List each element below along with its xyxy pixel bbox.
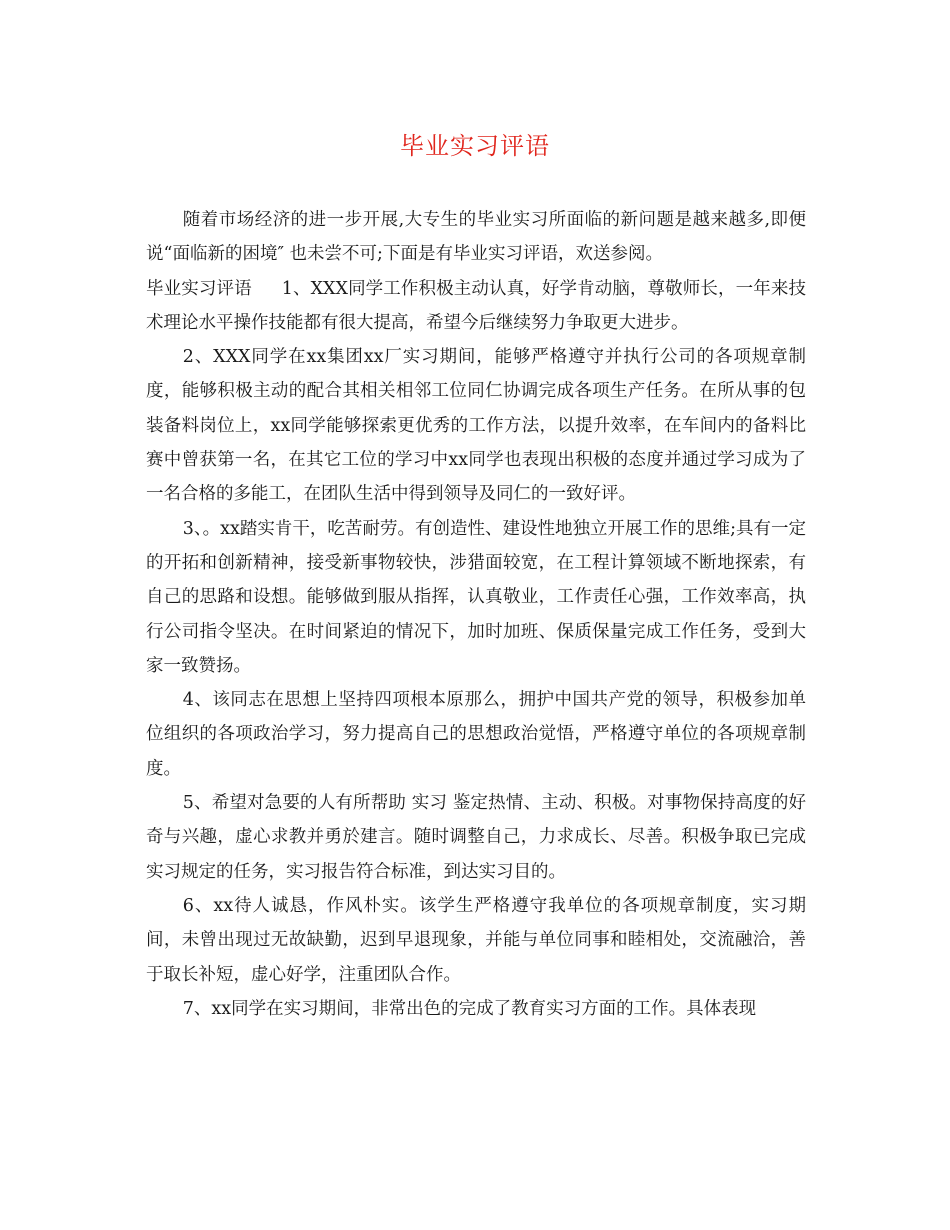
paragraph-2: 2、XXX同学在xx集团xx厂实习期间，能够严格遵守并执行公司的各项规章制度，能够积极主动的配合其相关相邻工位同仁协调完成各项生产任务。在所从事的包装备料岗位上，xx同学能够探索更优秀的工作方法，以提升效率，在车间内的备料比赛中曾获第一名，在其它工位的学习中xx同学也表现出积极的态度并通过学习成为了一名合格的多能工，在团队生活中得到领导及同仁的一致好评。 [146, 347, 806, 505]
intro-paragraph: 随着市场经济的进一步开展,大专生的毕业实习所面临的新问题是越来越多,即便说“面临新的困境″ 也未尝不可;下面是有毕业实习评语，欢送参阅。 [146, 210, 806, 265]
document-title: 毕业实习评语 [400, 132, 550, 160]
document-body [146, 203, 806, 1026]
paragraph-1-text: 1、XXX同学工作积极主动认真，好学肯动脑，尊敬师长，一年来技术理论水平操作技能都有很大提高，希望今后继续努力争取更大进步。 [146, 278, 806, 333]
paragraph-4: 4、该同志在思想上坚持四项根本原那么，拥护中国共产党的领导，积极参加单位组织的各项政治学习，努力提高自己的思想政治觉悟，严格遵守单位的各项规章制度。 [146, 690, 806, 779]
paragraph-5: 5、希望对急要的人有所帮助 实习 鉴定热情、主动、积极。对事物保持高度的好奇与兴趣，虚心求教并勇於建言。随时调整自己，力求成长、尽善。积极争取已完成实习规定的任务，实习报告符合标准，到达实习目的。 [146, 793, 806, 882]
paragraph-6: 6、xx待人诚恳，作风朴实。该学生严格遵守我单位的各项规章制度，实习期间，未曾出现过无故缺勤，迟到早退现象，并能与单位同事和睦相处，交流融洽，善于取长补短，虚心好学，注重团队合作。 [146, 895, 806, 985]
section-label: 毕业实习评语 [146, 278, 252, 299]
paragraph-7: 7、xx同学在实习期间，非常出色的完成了教育实习方面的工作。具体表现 [182, 998, 757, 1019]
paragraph-3: 3、。xx踏实肯干，吃苦耐劳。有创造性、建设性地独立开展工作的思维;具有一定的开拓和创新精神，接受新事物较快，涉猎面较宽，在工程计算领域不断地探索，有自己的思路和设想。能够做到服从指挥，认真敬业，工作责任心强，工作效率高，执行公司指令坚决。在时间紧迫的情况下，加时加班、保质保量完成工作任务，受到大家一致赞扬。 [146, 518, 806, 676]
paragraph-1 [146, 272, 806, 341]
